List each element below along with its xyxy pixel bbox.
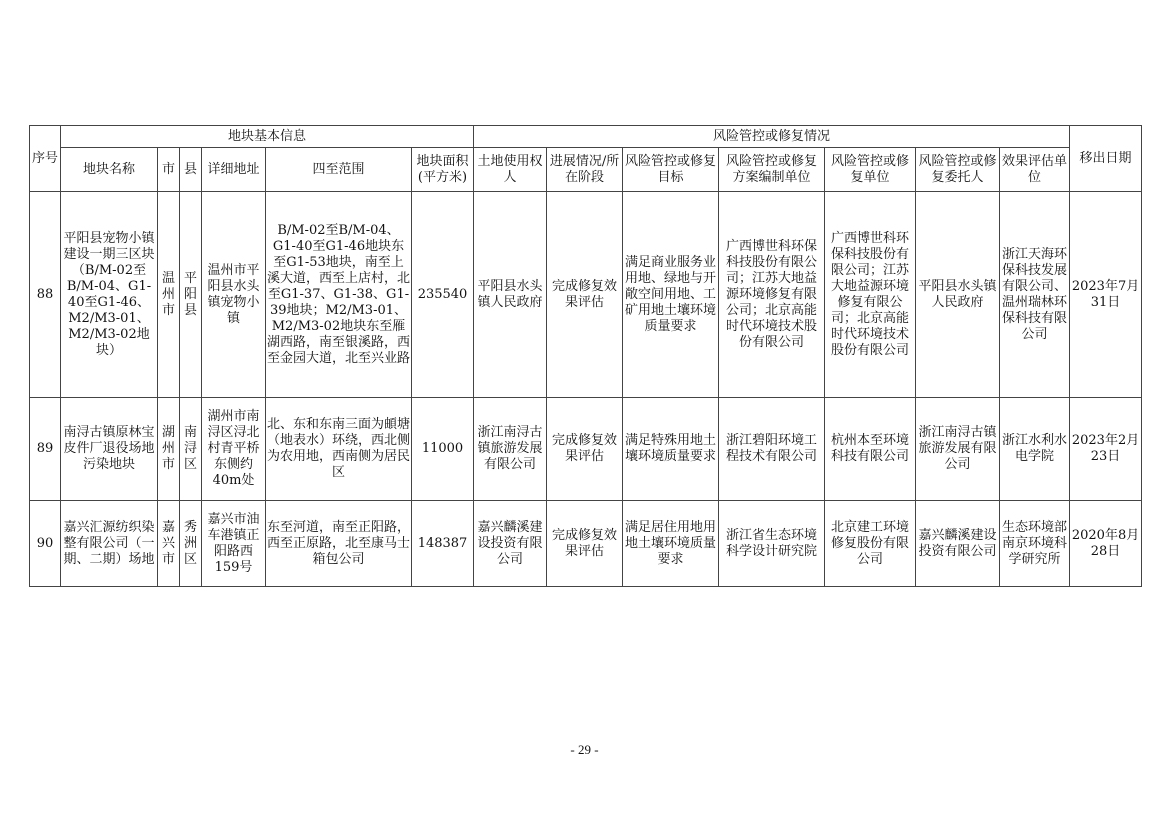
cell-city: 嘉兴市 — [158, 501, 180, 587]
cell-eval-unit: 生态环境部南京环境科学研究所 — [1000, 501, 1070, 587]
cell-city: 温州市 — [158, 192, 180, 398]
cell-seq: 89 — [30, 398, 61, 501]
cell-repair-unit: 北京建工环境修复股份有限公司 — [825, 501, 916, 587]
header-city: 市 — [158, 148, 180, 192]
cell-land-owner: 平阳县水头镇人民政府 — [474, 192, 547, 398]
cell-repair-unit: 杭州本至环境科技有限公司 — [825, 398, 916, 501]
cell-target: 满足特殊用地土壤环境质量要求 — [623, 398, 719, 501]
cell-boundary: B/M-02至B/M-04、G1-40至G1-46地块东至G1-53地块，南至上溪大道，西至上店村，北至G1-37、G1-38、G1-39地块；M2/M3-01、M2/M3-02地块东至雁湖西路，南至银溪路，西至金园大道，北至兴业路 — [266, 192, 412, 398]
cell-address: 温州市平阳县水头镇宠物小镇 — [202, 192, 266, 398]
cell-client: 平阳县水头镇人民政府 — [916, 192, 1000, 398]
cell-plan-unit: 浙江碧阳环境工程技术有限公司 — [719, 398, 825, 501]
table-row — [30, 192, 1142, 398]
header-progress: 进展情况/所在阶段 — [547, 148, 623, 192]
cell-repair-unit: 广西博世科环保科技股份有限公司；江苏大地益源环境修复有限公司；北京高能时代环境技术股份有限公司 — [825, 192, 916, 398]
header-target: 风险管控或修复目标 — [623, 148, 719, 192]
cell-plot-name: 平阳县宠物小镇建设一期三区块（B/M-02至B/M-04、G1-40至G1-46、M2/M3-01、M2/M3-02地块） — [61, 192, 158, 398]
header-group-risk: 风险管控或修复情况 — [474, 126, 1070, 148]
cell-eval-unit: 浙江水利水电学院 — [1000, 398, 1070, 501]
cell-county: 秀洲区 — [180, 501, 202, 587]
cell-client: 浙江南浔古镇旅游发展有限公司 — [916, 398, 1000, 501]
cell-address: 湖州市南浔区浔北村青平桥东侧约40m处 — [202, 398, 266, 501]
cell-address: 嘉兴市油车港镇正阳路西159号 — [202, 501, 266, 587]
remediation-plot-table — [29, 125, 1142, 587]
cell-boundary: 东至河道，南至正阳路，西至正原路，北至康马士箱包公司 — [266, 501, 412, 587]
cell-plan-unit: 浙江省生态环境科学设计研究院 — [719, 501, 825, 587]
cell-target: 满足商业服务业用地、绿地与开敞空间用地、工矿用地土壤环境质量要求 — [623, 192, 719, 398]
cell-boundary: 北、东和东南三面为頔塘（地表水）环绕，西北侧为农用地，西南侧为居民区 — [266, 398, 412, 501]
header-client: 风险管控或修复委托人 — [916, 148, 1000, 192]
page-number: - 29 - — [570, 742, 599, 757]
header-removal-date: 移出日期 — [1070, 126, 1142, 192]
cell-seq: 88 — [30, 192, 61, 398]
cell-removal-date: 2020年8月28日 — [1070, 501, 1142, 587]
cell-progress: 完成修复效果评估 — [547, 501, 623, 587]
header-address: 详细地址 — [202, 148, 266, 192]
cell-land-owner: 浙江南浔古镇旅游发展有限公司 — [474, 398, 547, 501]
cell-plot-name: 南浔古镇原林宝皮件厂退役场地污染地块 — [61, 398, 158, 501]
table-row — [30, 398, 1142, 501]
cell-area: 235540 — [412, 192, 474, 398]
header-seq: 序号 — [30, 126, 61, 192]
cell-area: 11000 — [412, 398, 474, 501]
cell-land-owner: 嘉兴麟溪建设投资有限公司 — [474, 501, 547, 587]
cell-area: 148387 — [412, 501, 474, 587]
header-group-basic: 地块基本信息 — [61, 126, 474, 148]
header-eval-unit: 效果评估单位 — [1000, 148, 1070, 192]
cell-removal-date: 2023年7月31日 — [1070, 192, 1142, 398]
cell-progress: 完成修复效果评估 — [547, 398, 623, 501]
cell-removal-date: 2023年2月23日 — [1070, 398, 1142, 501]
header-plot-name: 地块名称 — [61, 148, 158, 192]
header-county: 县 — [180, 148, 202, 192]
table-row — [30, 501, 1142, 587]
cell-plan-unit: 广西博世科环保科技股份有限公司；江苏大地益源环境修复有限公司；北京高能时代环境技术股份有限公司 — [719, 192, 825, 398]
header-area: 地块面积(平方米) — [412, 148, 474, 192]
cell-progress: 完成修复效果评估 — [547, 192, 623, 398]
cell-target: 满足居住用地用地土壤环境质量要求 — [623, 501, 719, 587]
cell-county: 南浔区 — [180, 398, 202, 501]
cell-county: 平阳县 — [180, 192, 202, 398]
cell-eval-unit: 浙江天海环保科技发展有限公司、温州瑞林环保科技有限公司 — [1000, 192, 1070, 398]
header-boundary: 四至范围 — [266, 148, 412, 192]
cell-client: 嘉兴麟溪建设投资有限公司 — [916, 501, 1000, 587]
header-repair-unit: 风险管控或修复单位 — [825, 148, 916, 192]
header-land-owner: 土地使用权人 — [474, 148, 547, 192]
cell-seq: 90 — [30, 501, 61, 587]
cell-city: 湖州市 — [158, 398, 180, 501]
header-plan-unit: 风险管控或修复方案编制单位 — [719, 148, 825, 192]
cell-plot-name: 嘉兴汇源纺织染整有限公司（一期、二期）场地 — [61, 501, 158, 587]
